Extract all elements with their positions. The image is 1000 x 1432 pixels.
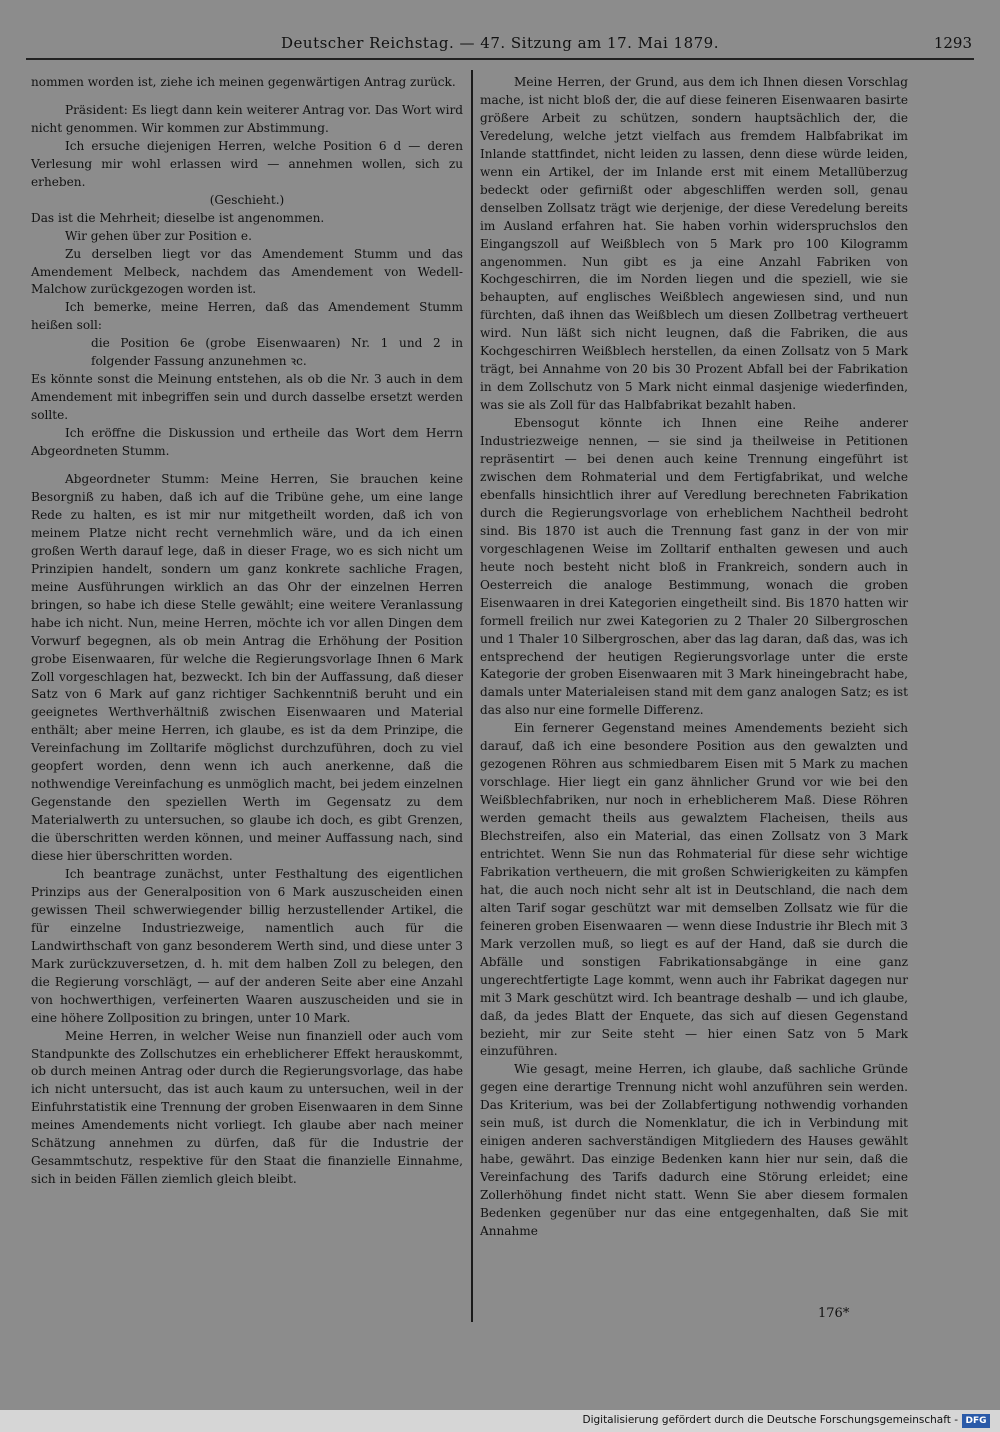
paragraph: nommen worden ist, ziehe ich meinen gegenwärtigen Antrag zurück. <box>31 75 456 89</box>
paragraph: Wir gehen über zur Position e. <box>65 228 252 243</box>
left-column <box>31 74 463 1189</box>
paragraph: Ich eröffne die Diskussion und ertheile das Wort dem Herrn Abgeordneten Stumm. <box>31 426 463 459</box>
paragraph: Präsident: Es liegt dann kein weiterer Antrag vor. Das Wort wird nicht genommen. Wir kommen zur Abstimmung. <box>31 102 463 135</box>
speech-paragraph: Abgeordneter Stumm: Meine Herren, Sie brauchen keine Besorgniß zu haben, daß ich auf die Tribüne gehe, um eine lange Rede zu halten, es ist mir nur mitgetheilt worden, daß ich von meinem Platze nicht recht vernehmlich wäre, und da ich einen großen Werth darauf lege, daß in dieser Frage, wo es sich nicht um Prinzipien handelt, sondern um ganz konkrete sachliche Fragen, meine Ausführungen wirklich an das Ohr der einzelnen Herren bringen, so habe ich diese Stelle gewählt; eine weitere Veranlassung habe ich nicht. Nun, meine Herren, möchte ich vor allen Dingen dem Vorwurf begegnen, als ob mein Antrag die Erhöhung der Position grobe Eisenwaaren, für welche die Regierungsvorlage Ihnen 6 Mark Zoll vorgeschlagen hat, bezweckt. Ich bin der Auffassung, daß dieser Satz von 6 Mark auf ganz richtiger Sachkenntniß beruht und ein geeignetes Werthverhältniß zwischen Eisenwaaren und Material enthält; aber meine Herren, ich glaube, es ist da dem Prinzipe, die Vereinfachung im Zolltarife möglichst durchzuführen, doch zu viel geopfert worden, denn wenn ich auch anerkenne, daß die nothwendige Vereinfachung es unmöglich macht, bei jedem einzelnen Gegenstande den speziellen Werth im Gegensatz zu dem Materialwerth zu untersuchen, so glaube ich doch, es gibt Grenzen, die überschritten werden können, und meiner Auffassung nach, sind diese hier überschritten worden. <box>31 472 463 864</box>
funding-credit: Digitalisierung gefördert durch die Deutsche Forschungsgemeinschaft - <box>582 1414 958 1426</box>
column-divider <box>471 70 473 1322</box>
stage-direction: (Geschieht.) <box>209 192 285 207</box>
paragraph: Ich ersuche diejenigen Herren, welche Position 6 d — deren Verlesung mir wohl erlassen wird — annehmen wollen, sich zu erheben. <box>31 138 463 189</box>
dfg-logo: DFG <box>962 1414 990 1428</box>
paragraph: Zu derselben liegt vor das Amendement Stumm und das Amendement Melbeck, nachdem das Amendement von Wedell-Malchow zurückgezogen worden ist. <box>31 246 463 297</box>
footer-bar <box>0 1410 1000 1432</box>
speech-paragraph: Ich beantrage zunächst, unter Festhaltung des eigentlichen Prinzips aus der Generalposition von 6 Mark auszuscheiden einen gewissen Theil schwerwiegender billig herzustellender Artikel, die für einzelne Industriezweige, namentlich auch für die Landwirthschaft von ganz besonderem Werth sind, und diese unter 3 Mark zurückzuversetzen, d. h. mit dem halben Zoll zu belegen, den die Regierung vorschlägt, — auf der anderen Seite aber eine Anzahl von hochwerthigen, verfeinerten Waaren auszuscheiden und sie in eine höhere Zollposition zu bringen, unter 10 Mark. <box>31 866 463 1025</box>
quoted-motion: die Position 6e (grobe Eisenwaaren) Nr. 1 und 2 in folgender Fassung anzunehmen ꝛc. <box>91 336 463 369</box>
speech-paragraph: Ein fernerer Gegenstand meines Amendements bezieht sich darauf, daß ich eine besondere Position aus den gewalzten und gezogenen Röhren aus schmiedbarem Eisen mit 5 Mark zu machen vorschlage. Hier liegt ein ganz ähnlicher Grund vor wie bei den Weißblechfabriken, nur noch in erheblicherem Maß. Diese Röhren werden gemacht theils aus gewalztem Flacheisen, theils aus Blechstreifen, also ein Material, das einen Zollsatz von 3 Mark entrichtet. Wenn Sie nun das Rohmaterial für diese sehr wichtige Fabrikation vertheuern, die mit großen Schwierigkeiten zu kämpfen hat, die auch noch nicht sehr alt ist in Deutschland, die nach dem alten Tarif sogar geschützt war mit demselben Zollsatz wie für die feineren groben Eisenwaaren — wenn diese Industrie ihr Blech mit 3 Mark verzollen muß, so liegt es auf der Hand, daß sie durch die Abfälle und sonstigen Fabrikationsabgänge in eine ganz ungerechtfertigte Lage kommt, wenn auch ihr Fabrikat dagegen nur mit 3 Mark geschützt wird. Ich beantrage deshalb — und ich glaube, daß, da jedes Blatt der Enquete, das sich auf diesen Gegenstand bezieht, mir zur Seite steht — hier einen Satz von 5 Mark einzuführen. <box>480 721 908 1059</box>
paragraph: Das ist die Mehrheit; dieselbe ist angenommen. <box>31 210 325 225</box>
running-title: Deutscher Reichstag. — 47. Sitzung am 17. Mai 1879. <box>281 34 719 52</box>
page-header <box>26 32 974 60</box>
speech-paragraph: Meine Herren, in welcher Weise nun finanziell oder auch vom Standpunkte des Zollschutzes ein erheblicherer Effekt herauskommt, ob durch meinen Antrag oder durch die Regierungsvorlage, das habe ich nicht untersucht, das ist auch kaum zu untersuchen, weil in der Einfuhrstatistik eine Trennung der groben Eisenwaaren in dem Sinne meines Amendements nicht vorliegt. Ich glaube aber nach meiner Schätzung annehmen zu dürfen, daß für die Industrie der Gesammtschutz, respektive für den Staat die finanzielle Einnahme, sich in beiden Fällen ziemlich gleich bleibt. <box>31 1028 463 1187</box>
speech-paragraph: Ebensogut könnte ich Ihnen eine Reihe anderer Industriezweige nennen, — sie sind ja theilweise in Petitionen repräsentirt — bei denen auch keine Trennung eingeführt ist zwischen dem Rohmaterial und dem Fertigfabrikat, und welche ebenfalls hinsichtlich ihrer auf Veredlung berechneten Fabrikation durch die Regierungsvorlage von erheblichem Nachtheil bedroht sind. Bis 1870 ist auch die Trennung fast ganz in der von mir vorgeschlagenen Weise im Zolltarif enthalten gewesen und auch heute noch besteht nicht bloß in Frankreich, sondern auch in Oesterreich die analoge Bestimmung, wonach die groben Eisenwaaren in drei Kategorien eingetheilt sind. Bis 1870 hatten wir formell freilich nur zwei Kategorien zu 2 Thaler 20 Silbergroschen und 1 Thaler 10 Silbergroschen, aber das lag daran, daß das, was ich entsprechend der heutigen Regierungsvorlage unter die erste Kategorie der groben Eisenwaaren mit 3 Mark hineingebracht habe, damals unter Materialeisen stand mit dem ganz analogen Satz; es ist das also nur eine formelle Differenz. <box>480 416 908 718</box>
speech-paragraph: Meine Herren, der Grund, aus dem ich Ihnen diesen Vorschlag mache, ist nicht bloß der, die auf diese feineren Eisenwaaren basirte größere Arbeit zu schützen, sondern hauptsächlich der, die Veredelung, welche jetzt vielfach aus fremdem Halbfabrikat im Inlande stattfindet, nicht leiden zu lassen, denn diese würde leiden, wenn ein Artikel, der im Inlande erst mit einem Metallüberzug bedeckt oder gefirnißt oder abgeschliffen werden soll, genau denselben Zollsatz trägt wie derjenige, der diese Veredelung bereits im Ausland erfahren hat. Sie haben vorhin widerspruchslos den Eingangszoll auf Weißblech von 5 Mark pro 100 Kilogramm angenommen. Nun gibt es ja eine Anzahl Fabriken von Kochgeschirren, die im Norden liegen und die speziell, wie sie behaupten, auf englisches Weißblech angewiesen sind, und nun fürchten, daß ihnen das Weißblech um diesen Zollbetrag vertheuert wird. Nun läßt sich nicht leugnen, daß die Fabriken, die aus Kochgeschirren Weißblech herstellen, da einen Zollsatz von 5 Mark trägt, bei Annahme von 20 bis 30 Prozent Abfall bei der Fabrikation in dem Zollschutz von 5 Mark nicht einmal dasjenige wiederfinden, was sie als Zoll für das Halbfabrikat bezahlt haben. <box>480 75 908 413</box>
paragraph: Ich bemerke, meine Herren, daß das Amendement Stumm heißen soll: <box>31 300 463 333</box>
signature-mark: 176* <box>818 1306 850 1321</box>
page-number: 1293 <box>933 34 972 52</box>
right-column <box>480 74 908 1241</box>
speech-paragraph: Wie gesagt, meine Herren, ich glaube, daß sachliche Gründe gegen eine derartige Trennung nicht wohl anzuführen sein werden. Das Kriterium, was bei der Zollabfertigung nothwendig vorhanden sein muß, ist durch die Nomenklatur, die ich in Verbindung mit einigen anderen sachverständigen Mitgliedern des Hauses gewählt habe, gewährt. Das einzige Bedenken kann hier nur sein, daß die Vereinfachung des Tarifs dadurch eine Störung erleidet; eine Zollerhöhung findet nicht statt. Wenn Sie aber diesem formalen Bedenken gegenüber nur das eine entgegenhalten, daß Sie mit Annahme <box>480 1062 908 1238</box>
paragraph: Es könnte sonst die Meinung entstehen, als ob die Nr. 3 auch in dem Amendement mit inbegriffen sein und durch dasselbe ersetzt werden sollte. <box>31 372 463 423</box>
